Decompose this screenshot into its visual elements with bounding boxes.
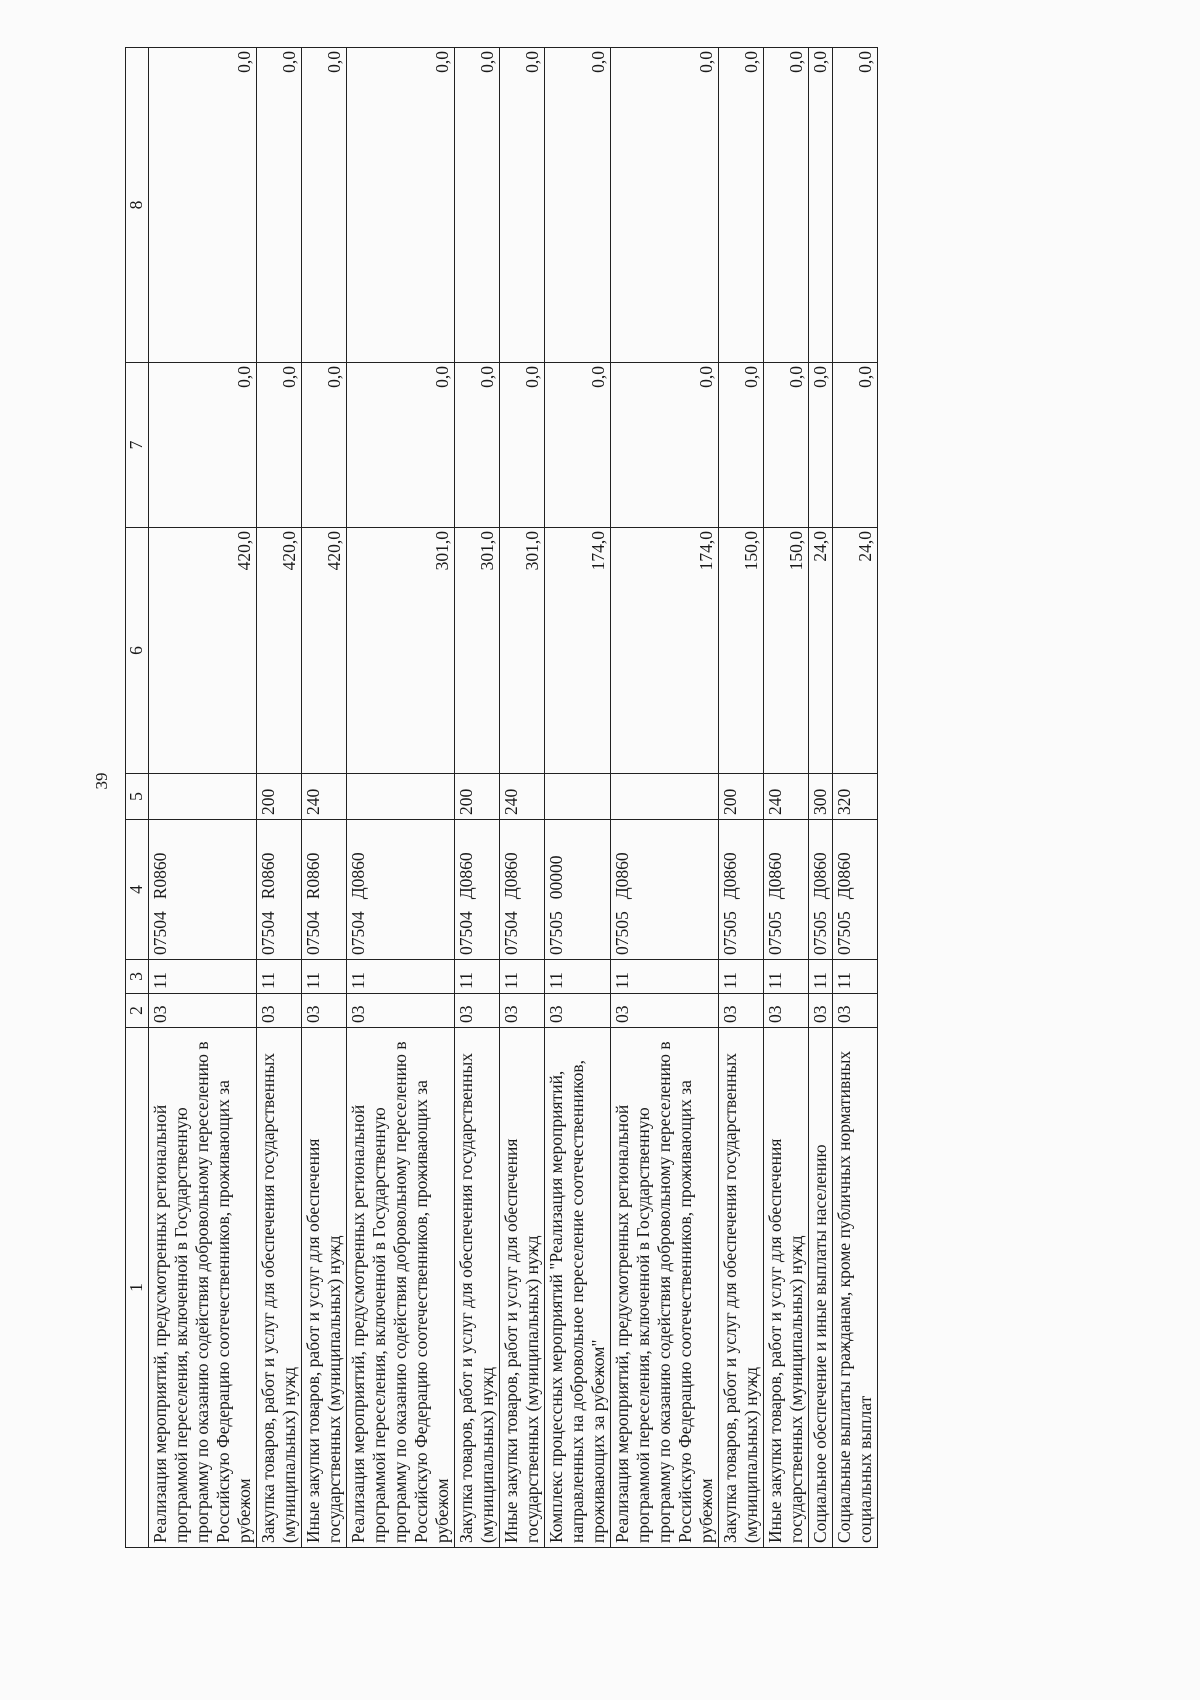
row-amount-8: 0,0	[149, 48, 257, 363]
row-amount-7: 0,0	[764, 363, 809, 528]
row-amount-8: 0,0	[302, 48, 347, 363]
row-program-code: 07505	[765, 911, 785, 955]
col-header-5: 5	[126, 774, 149, 820]
row-subsection: 11	[455, 960, 500, 994]
row-section: 03	[719, 994, 764, 1028]
row-amount-7: 0,0	[611, 363, 719, 528]
row-direction-code: Д0860	[501, 852, 521, 900]
row-amount-7: 0,0	[500, 363, 545, 528]
row-subsection: 11	[149, 960, 257, 994]
row-name: Комплекс процессных мероприятий "Реализация мероприятий, направленных на добровольное переселение соотечественников, проживающих за рубежом"	[545, 1028, 611, 1548]
row-amount-8: 0,0	[455, 48, 500, 363]
row-amount-7: 0,0	[257, 363, 302, 528]
row-amount-8: 0,0	[611, 48, 719, 363]
col-header-8: 8	[126, 48, 149, 363]
row-program-code: 07504	[501, 911, 521, 955]
row-amount-7: 0,0	[347, 363, 455, 528]
row-target-article	[719, 820, 764, 960]
row-name: Иные закупки товаров, работ и услуг для обеспечения государственных (муниципальных) нужд	[764, 1028, 809, 1548]
table-row	[833, 48, 878, 1548]
table-row	[500, 48, 545, 1548]
table-row	[809, 48, 833, 1548]
row-target-article	[500, 820, 545, 960]
row-target-article	[347, 820, 455, 960]
row-expense-type: 240	[764, 774, 809, 820]
row-direction-code: Д0860	[834, 852, 854, 900]
row-section: 03	[764, 994, 809, 1028]
col-header-7: 7	[126, 363, 149, 528]
row-expense-type	[149, 774, 257, 820]
row-amount-8: 0,0	[764, 48, 809, 363]
row-section: 03	[809, 994, 833, 1028]
row-amount-6: 420,0	[302, 528, 347, 774]
col-header-2: 2	[126, 994, 149, 1028]
table-row	[611, 48, 719, 1548]
row-direction-code: R0860	[150, 852, 170, 900]
col-header-4: 4	[126, 820, 149, 960]
row-direction-code: Д0860	[348, 852, 368, 900]
table-row	[347, 48, 455, 1548]
row-subsection: 11	[257, 960, 302, 994]
row-expense-type: 200	[455, 774, 500, 820]
table-row	[455, 48, 500, 1548]
row-expense-type	[545, 774, 611, 820]
row-amount-7: 0,0	[833, 363, 878, 528]
row-expense-type: 240	[500, 774, 545, 820]
row-target-article	[611, 820, 719, 960]
row-amount-7: 0,0	[545, 363, 611, 528]
row-subsection: 11	[611, 960, 719, 994]
row-amount-6: 301,0	[347, 528, 455, 774]
budget-table	[125, 47, 878, 1548]
row-subsection: 11	[347, 960, 455, 994]
row-subsection: 11	[500, 960, 545, 994]
row-name: Реализация мероприятий, предусмотренных региональной программой переселения, включенной в Государственную программу по оказанию содействия добровольному переселению в Российскую Федерацию соотечественников, проживающих за рубежом	[611, 1028, 719, 1548]
row-program-code: 07504	[303, 911, 323, 955]
row-expense-type: 300	[809, 774, 833, 820]
row-subsection: 11	[809, 960, 833, 994]
row-name: Иные закупки товаров, работ и услуг для обеспечения государственных (муниципальных) нужд	[500, 1028, 545, 1548]
page-number: 39	[92, 772, 111, 790]
row-amount-6: 174,0	[545, 528, 611, 774]
row-direction-code: Д0860	[612, 852, 632, 900]
row-program-code: 07504	[456, 911, 476, 955]
row-program-code: 07504	[258, 911, 278, 955]
table-row	[545, 48, 611, 1548]
table-row	[257, 48, 302, 1548]
row-amount-6: 420,0	[257, 528, 302, 774]
row-section: 03	[611, 994, 719, 1028]
header-row	[126, 48, 149, 1548]
row-subsection: 11	[833, 960, 878, 994]
row-amount-7: 0,0	[809, 363, 833, 528]
col-header-1: 1	[126, 1028, 149, 1548]
row-subsection: 11	[302, 960, 347, 994]
row-expense-type: 240	[302, 774, 347, 820]
row-section: 03	[257, 994, 302, 1028]
row-direction-code: R0860	[303, 852, 323, 900]
table-row	[302, 48, 347, 1548]
row-direction-code: R0860	[258, 852, 278, 900]
row-program-code: 07505	[810, 911, 830, 955]
row-amount-6: 301,0	[500, 528, 545, 774]
row-direction-code: 00000	[546, 855, 566, 900]
row-name: Социальное обеспечение и иные выплаты населению	[809, 1028, 833, 1548]
row-program-code: 07504	[348, 911, 368, 955]
row-name: Закупка товаров, работ и услуг для обеспечения государственных (муниципальных) нужд	[719, 1028, 764, 1548]
row-amount-7: 0,0	[719, 363, 764, 528]
row-expense-type	[611, 774, 719, 820]
row-name: Реализация мероприятий, предусмотренных региональной программой переселения, включенной в Государственную программу по оказанию содействия добровольному переселению в Российскую Федерацию соотечественников, проживающих за рубежом	[149, 1028, 257, 1548]
row-name: Реализация мероприятий, предусмотренных региональной программой переселения, включенной в Государственную программу по оказанию содействия добровольному переселению в Российскую Федерацию соотечественников, проживающих за рубежом	[347, 1028, 455, 1548]
row-section: 03	[149, 994, 257, 1028]
row-program-code: 07505	[720, 911, 740, 955]
row-name: Социальные выплаты гражданам, кроме публичных нормативных социальных выплат	[833, 1028, 878, 1548]
table-row	[149, 48, 257, 1548]
row-target-article	[302, 820, 347, 960]
row-amount-8: 0,0	[500, 48, 545, 363]
row-name: Закупка товаров, работ и услуг для обеспечения государственных (муниципальных) нужд	[257, 1028, 302, 1548]
row-target-article	[149, 820, 257, 960]
row-direction-code: Д0860	[765, 852, 785, 900]
col-header-6: 6	[126, 528, 149, 774]
row-amount-8: 0,0	[257, 48, 302, 363]
col-header-3: 3	[126, 960, 149, 994]
row-amount-8: 0,0	[719, 48, 764, 363]
row-program-code: 07505	[834, 911, 854, 955]
row-program-code: 07505	[546, 911, 566, 955]
row-section: 03	[500, 994, 545, 1028]
row-program-code: 07505	[612, 911, 632, 955]
row-section: 03	[545, 994, 611, 1028]
row-name: Закупка товаров, работ и услуг для обеспечения государственных (муниципальных) нужд	[455, 1028, 500, 1548]
row-name: Иные закупки товаров, работ и услуг для обеспечения государственных (муниципальных) нужд	[302, 1028, 347, 1548]
row-target-article	[455, 820, 500, 960]
row-amount-8: 0,0	[809, 48, 833, 363]
row-direction-code: Д0860	[456, 852, 476, 900]
row-target-article	[545, 820, 611, 960]
row-direction-code: Д0860	[720, 852, 740, 900]
row-amount-7: 0,0	[455, 363, 500, 528]
row-amount-7: 0,0	[302, 363, 347, 528]
row-amount-6: 150,0	[719, 528, 764, 774]
row-section: 03	[455, 994, 500, 1028]
row-subsection: 11	[719, 960, 764, 994]
row-section: 03	[347, 994, 455, 1028]
row-target-article	[257, 820, 302, 960]
row-amount-6: 420,0	[149, 528, 257, 774]
row-amount-6: 24,0	[833, 528, 878, 774]
table-row	[719, 48, 764, 1548]
row-subsection: 11	[764, 960, 809, 994]
row-amount-7: 0,0	[149, 363, 257, 528]
row-section: 03	[302, 994, 347, 1028]
row-expense-type: 320	[833, 774, 878, 820]
row-amount-6: 150,0	[764, 528, 809, 774]
row-target-article	[809, 820, 833, 960]
row-expense-type: 200	[257, 774, 302, 820]
row-direction-code: Д0860	[810, 852, 830, 900]
row-program-code: 07504	[150, 911, 170, 955]
row-section: 03	[833, 994, 878, 1028]
row-amount-8: 0,0	[545, 48, 611, 363]
row-subsection: 11	[545, 960, 611, 994]
table-row	[764, 48, 809, 1548]
row-amount-8: 0,0	[833, 48, 878, 363]
row-expense-type: 200	[719, 774, 764, 820]
row-amount-8: 0,0	[347, 48, 455, 363]
row-amount-6: 174,0	[611, 528, 719, 774]
row-target-article	[833, 820, 878, 960]
row-amount-6: 301,0	[455, 528, 500, 774]
row-amount-6: 24,0	[809, 528, 833, 774]
row-expense-type	[347, 774, 455, 820]
row-target-article	[764, 820, 809, 960]
budget-table-sheet	[125, 48, 1195, 1548]
